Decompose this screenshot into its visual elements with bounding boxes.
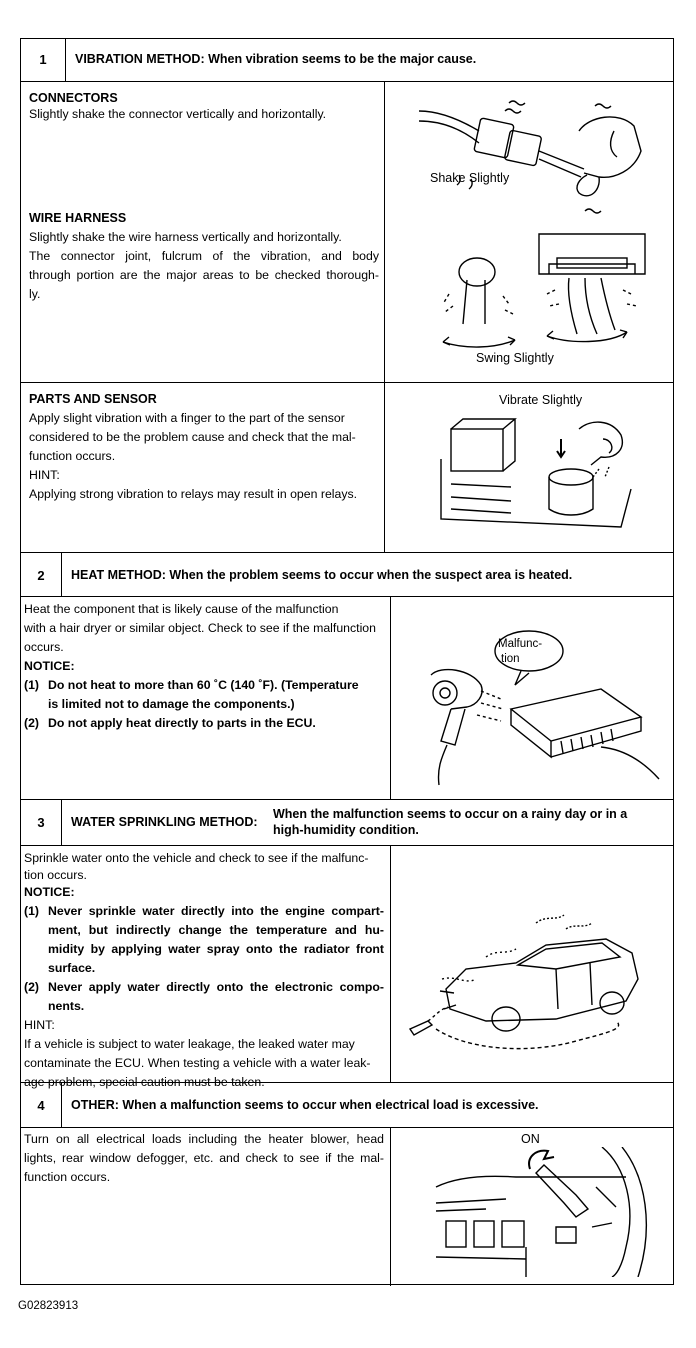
section-title: OTHER: When a malfunction seems to occur when electrical load is excessive.	[71, 1098, 539, 1112]
parts-sensor-text-2: considered to be the problem cause and check that the mal-	[29, 430, 356, 444]
hint-line: age problem, special caution must be taken.	[24, 1075, 265, 1089]
wire-harness-block	[29, 209, 379, 304]
hint-line: If a vehicle is subject to water leakage, the leaked water may	[24, 1037, 355, 1051]
hint-label: HINT:	[24, 1018, 55, 1032]
malfunction-label-2: tion	[501, 653, 520, 665]
other-text-2: lights, rear window defogger, etc. and check to see if the mal-	[24, 1151, 384, 1165]
heat-text-1: Heat the component that is likely cause of the malfunction	[24, 602, 339, 616]
figure-code: G02823913	[18, 1300, 79, 1312]
wire-harness-text-1: Slightly shake the wire harness vertically and horizontally.	[29, 230, 342, 244]
harness-swing-illustration	[419, 224, 659, 364]
water-text-1: Sprinkle water onto the vehicle and check to see if the malfunc-	[24, 851, 369, 865]
section-title-b2: high-humidity condition.	[273, 823, 419, 837]
wire-harness-text-4: ly.	[29, 287, 41, 301]
section-number: 3	[37, 815, 45, 830]
heat-text-2: with a hair dryer or similar object. Check to see if the malfunction	[24, 621, 376, 635]
heat-text-3: occurs.	[24, 640, 64, 654]
wire-harness-text-2: The connector joint, fulcrum of the vibration, and body	[29, 249, 379, 263]
notice-number: (2)	[24, 716, 40, 730]
notice-line: is limited not to damage the components.)	[48, 697, 295, 711]
connector-shake-illustration	[409, 91, 649, 221]
troubleshooting-table	[20, 38, 674, 1285]
notice-label: NOTICE:	[24, 659, 75, 673]
hair-dryer-ecu-illustration	[411, 629, 661, 789]
connectors-heading: CONNECTORS	[29, 91, 118, 105]
water-text-2: tion occurs.	[24, 868, 87, 882]
connectors-text: Slightly shake the connector vertically and horizontally.	[29, 107, 327, 121]
parts-sensor-heading: PARTS AND SENSOR	[29, 392, 157, 406]
parts-sensor-hint: Applying strong vibration to relays may result in open relays.	[29, 487, 358, 501]
section-number: 2	[37, 568, 45, 583]
notice-item	[24, 676, 388, 714]
notice-line: midity by applying water spray onto the radiator front	[48, 942, 384, 956]
wire-harness-text-3: through portion are the major areas to be checked thorough-	[29, 268, 379, 282]
connectors-block	[29, 89, 379, 124]
notice-line: Never sprinkle water directly into the engine compart-	[48, 904, 384, 918]
malfunction-label: Malfunc-	[498, 638, 543, 650]
sensor-vibrate-illustration	[421, 409, 651, 539]
notice-item	[24, 978, 384, 1016]
section-title-a: WATER SPRINKLING METHOD:	[71, 815, 258, 829]
parts-sensor-block	[29, 390, 379, 504]
hint-line: contaminate the ECU. When testing a vehicle with a water leak-	[24, 1056, 371, 1070]
swing-slightly-label: Swing Slightly	[476, 351, 554, 365]
other-text-1: Turn on all electrical loads including the heater blower, head	[24, 1132, 384, 1146]
vibrate-slightly-label: Vibrate Slightly	[499, 393, 583, 407]
parts-sensor-text-3: function occurs.	[29, 449, 116, 463]
notice-line: Do not apply heat directly to parts in the ECU.	[48, 716, 316, 730]
parts-sensor-text-1: Apply slight vibration with a finger to the part of the sensor	[29, 411, 345, 425]
notice-line: nents.	[48, 999, 85, 1013]
notice-line: Do not heat to more than 60 ˚C (140 ˚F). (Temperature	[48, 678, 359, 692]
notice-line: Never apply water directly onto the electronic compo-	[48, 980, 384, 994]
notice-item	[24, 714, 388, 733]
water-method-block	[24, 849, 384, 1092]
shake-slightly-label: Shake Slightly	[430, 171, 510, 185]
section-title: VIBRATION METHOD: When vibration seems to be the major cause.	[75, 52, 477, 66]
wire-harness-heading: WIRE HARNESS	[29, 211, 127, 225]
notice-line: surface.	[48, 961, 96, 975]
notice-item	[24, 902, 384, 978]
section-title: HEAT METHOD: When the problem seems to occur when the suspect area is heated.	[71, 568, 573, 582]
dashboard-switch-illustration	[426, 1147, 656, 1277]
notice-label: NOTICE:	[24, 885, 75, 899]
notice-number: (1)	[24, 678, 40, 692]
section-title-b1: When the malfunction seems to occur on a rainy day or in a	[273, 807, 628, 821]
hint-label: HINT:	[29, 468, 60, 482]
heat-method-block	[24, 600, 388, 733]
other-text-3: function occurs.	[24, 1170, 111, 1184]
section-number: 1	[39, 52, 47, 67]
other-method-block	[24, 1130, 384, 1187]
section-number: 4	[37, 1098, 45, 1113]
on-label: ON	[521, 1132, 540, 1146]
car-water-spray-illustration	[406, 909, 656, 1059]
notice-line: ment, but indirectly change the temperature and hu-	[48, 923, 384, 937]
notice-number: (2)	[24, 980, 40, 994]
notice-number: (1)	[24, 904, 40, 918]
